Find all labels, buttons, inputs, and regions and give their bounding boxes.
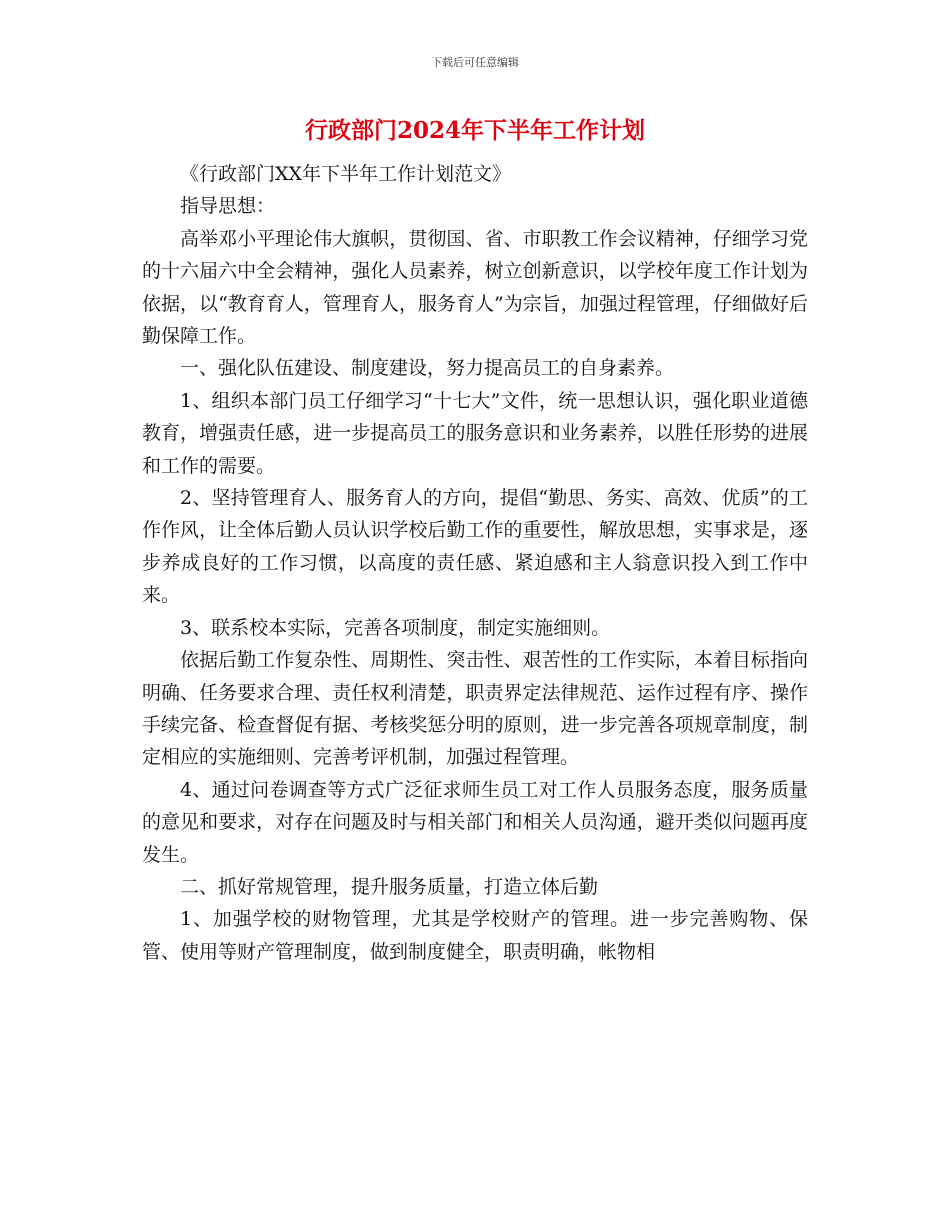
paragraph: 高举邓小平理论伟大旗帜，贯彻国、省、市职教工作会议精神，仔细学习党的十六届六中全会精神，强化人员素养，树立创新意识，以学校年度工作计划为依据，以“教育育人，管理育人，服务育人”为宗旨，加强过程管理，仔细做好后勤保障工作。 (142, 227, 808, 348)
header-note: 下载后可任意编辑 (431, 56, 519, 69)
paragraph: 依据后勤工作复杂性、周期性、突击性、艰苦性的工作实际，本着目标指向明确、任务要求合理、责任权利清楚，职责界定法律规范、运作过程有序、操作手续完备、检查督促有据、考核奖惩分明的原则，进一步完善各项规章制度，制定相应的实施细则、完善考评机制，加强过程管理。 (142, 649, 808, 769)
paragraph: 3、联系校本实际，完善各项制度，制定实施细则。 (180, 616, 611, 639)
paragraph: 指导思想： (180, 195, 276, 218)
paragraph: 二、抓好常规管理，提升服务质量，打造立体后勤 (180, 875, 599, 898)
document-body (142, 158, 808, 968)
paragraph: 2、坚持管理育人、服务育人的方向，提倡“勤思、务实、高效、优质”的工作作风，让全体后勤人员认识学校后勤工作的重要性，解放思想，实事求是，逐步养成良好的工作习惯，以高度的责任感、紧迫感和主人翁意识投入到工作中来。 (142, 487, 808, 607)
paragraph: 《行政部门XX年下半年工作计划范文》 (180, 163, 512, 185)
paragraph: 一、强化队伍建设、制度建设，努力提高员工的自身素养。 (180, 357, 675, 380)
paragraph: 1、加强学校的财物管理，尤其是学校财产的管理。进一步完善购物、保管、使用等财产管理制度，做到制度健全，职责明确，帐物相 (142, 908, 808, 963)
paragraph: 1、组织本部门员工仔细学习“十七大”文件，统一思想认识，强化职业道德教育，增强责任感，进一步提高员工的服务意识和业务素养，以胜任形势的进展和工作的需要。 (142, 389, 808, 477)
paragraph: 4、通过问卷调查等方式广泛征求师生员工对工作人员服务态度，服务质量的意见和要求，对存在问题及时与相关部门和相关人员沟通，避开类似问题再度发生。 (142, 778, 808, 866)
document-title: 行政部门2024年下半年工作计划 (304, 117, 645, 144)
